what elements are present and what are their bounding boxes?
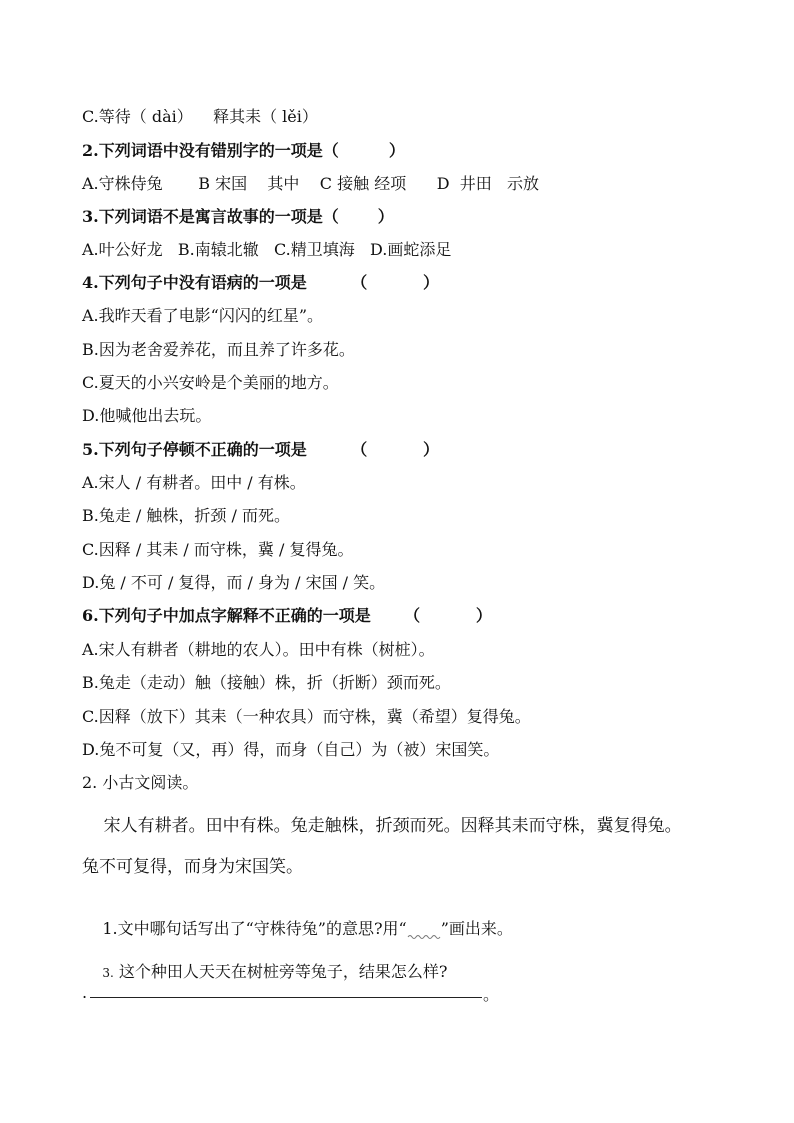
question-6-option-c: C.因释（放下）其耒（一种农具）而守株，冀（希望）复得兔。 — [82, 707, 531, 726]
question-4-option-d: D.他喊他出去玩。 — [82, 406, 212, 425]
answer-blank-line[interactable] — [90, 997, 482, 998]
reading-question-3-text: 这个种田人天天在树桩旁等兔子，结果怎么样? — [113, 962, 448, 981]
passage-line-2: 兔不可复得，而身为宋国笑。 — [82, 857, 303, 877]
question-5-option-d: D.兔 / 不可 / 复得，而 / 身为 / 宋国 / 笑。 — [82, 573, 386, 592]
passage-line-1: 宋人有耕者。田中有株。兔走触株，折颈而死。因释其耒而守株，冀复得兔。 — [82, 816, 682, 836]
reading-question-3 — [82, 942, 772, 1003]
question-4-option-a: A.我昨天看了电影“闪闪的红星”。 — [82, 306, 324, 325]
answer-line-end: 。 — [483, 985, 500, 1004]
reading-question-1-text: 1.文中哪句话写出了“守株待兔”的意思?用“ — [102, 919, 407, 938]
question-4-option-b: B.因为老舍爱养花，而且养了许多花。 — [82, 340, 355, 359]
question-6: 6.下列句子中加点字解释不正确的一项是 （ ） — [82, 606, 492, 625]
q1-option-c: C.等待（ dài） 释其耒（ lěi） — [82, 107, 318, 126]
question-6-option-b: B.兔走（走动）触（接触）株，折（折断）颈而死。 — [82, 673, 451, 692]
question-4: 4.下列句子中没有语病的一项是 （ ） — [82, 273, 439, 292]
reading-question-3-number: 3. — [102, 966, 114, 980]
question-4-option-c: C.夏天的小兴安岭是个美丽的地方。 — [82, 373, 339, 392]
question-5-option-b: B.兔走 / 触株，折颈 / 而死。 — [82, 506, 290, 525]
question-6-option-d: D.兔不可复（又，再）得，而身（自己）为（被）宋国笑。 — [82, 740, 500, 759]
question-3: 3.下列词语不是寓言故事的一项是（ ） — [82, 207, 394, 226]
question-5-option-a: A.宋人 / 有耕者。田中 / 有株。 — [82, 473, 306, 492]
question-2: 2.下列词语中没有错别字的一项是（ ） — [82, 141, 405, 160]
reading-question-1-tail: ”画出来。 — [440, 919, 513, 938]
question-5-option-c: C.因释 / 其耒 / 而守株，冀 / 复得兔。 — [82, 540, 354, 559]
question-3-options: A.叶公好龙 B.南辕北辙 C.精卫填海 D.画蛇添足 — [82, 240, 452, 259]
question-2-options: A.守株侍兔 B 宋国 其中 C 接触 经项 D 井田 示放 — [82, 174, 539, 193]
answer-line-dot: . — [82, 983, 88, 1002]
wavy-underline-icon — [407, 926, 441, 940]
question-6-option-a: A.宋人有耕者（耕地的农人）。田中有株（树桩）。 — [82, 640, 435, 659]
section-2-heading: 2. 小古文阅读。 — [82, 773, 199, 792]
question-5: 5.下列句子停顿不正确的一项是 （ ） — [82, 440, 439, 459]
